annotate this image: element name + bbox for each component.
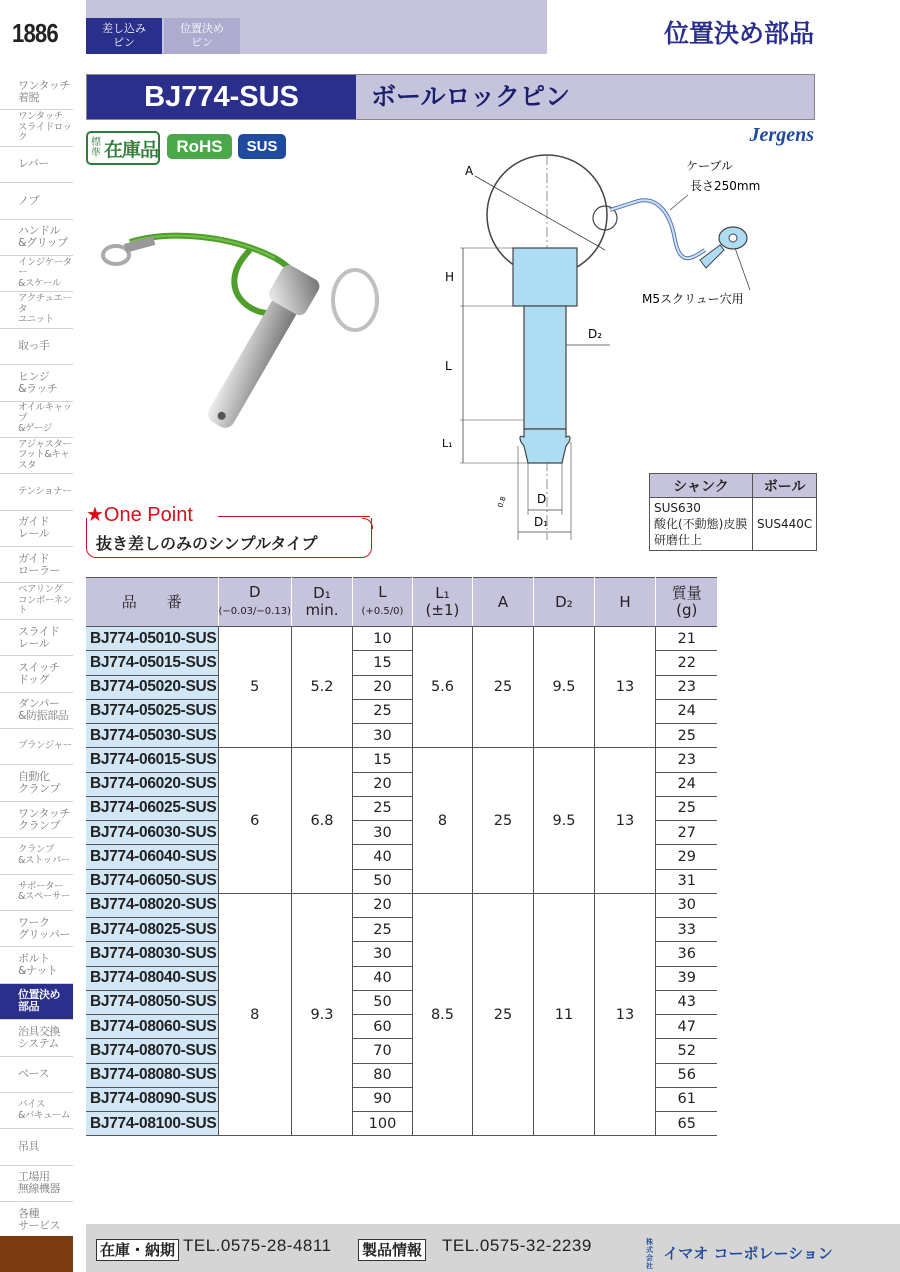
- sidebar-item-label: レール: [18, 636, 50, 650]
- part-number-cell: BJ774-05025-SUS: [86, 699, 218, 723]
- part-number-cell: BJ774-08100-SUS: [86, 1112, 218, 1136]
- sidebar-item-label: バイス: [18, 1099, 45, 1111]
- sidebar-item-label: システム: [18, 1036, 59, 1050]
- material-shank-line: 酸化(不動態)皮膜: [654, 517, 748, 531]
- col-mass-unit: (g): [676, 601, 698, 619]
- l-cell: 50: [352, 869, 412, 893]
- d2-cell: 11: [533, 893, 594, 1136]
- cable-label: ケーブル: [686, 159, 733, 173]
- sidebar-item[interactable]: [0, 183, 73, 219]
- h-cell: 13: [594, 893, 655, 1136]
- sidebar-item[interactable]: [0, 911, 73, 947]
- sidebar-item-label: オイルキャップ: [18, 402, 72, 424]
- sidebar-item-label: フット&キャスタ: [18, 449, 70, 471]
- sidebar-item-label: レバー: [18, 157, 49, 171]
- sidebar-item[interactable]: [0, 256, 73, 292]
- part-number-cell: BJ774-06030-SUS: [86, 821, 218, 845]
- tab-locating-pin[interactable]: [164, 18, 240, 54]
- product-name: ボールロックピン: [371, 82, 571, 111]
- d1-cell: 6.8: [291, 748, 352, 894]
- dim-h-label: H: [445, 270, 455, 284]
- col-l1-label: L₁: [435, 584, 450, 602]
- mass-cell: 47: [655, 1015, 717, 1039]
- sidebar-item-label: ワンタッチ: [18, 806, 71, 820]
- spec-table-header: [86, 578, 717, 627]
- category-title: 位置決め部品: [663, 19, 814, 48]
- mass-cell: 30: [655, 893, 717, 917]
- sidebar-item[interactable]: [0, 838, 73, 874]
- col-part-number: 品 番: [86, 578, 218, 627]
- l-cell: 25: [352, 796, 412, 820]
- mass-cell: 29: [655, 845, 717, 869]
- l-cell: 30: [352, 724, 412, 748]
- sidebar-item-label: 自動化: [18, 770, 50, 784]
- col-d2: D₂: [533, 578, 594, 627]
- sidebar-item[interactable]: [0, 620, 73, 656]
- d-cell: 6: [218, 748, 291, 894]
- sidebar-item-label: &ストッパー: [18, 854, 70, 866]
- sidebar-item[interactable]: [0, 765, 73, 801]
- mass-cell: 27: [655, 821, 717, 845]
- sidebar-item-label: 治具交換: [18, 1024, 60, 1038]
- part-number-cell: BJ774-08090-SUS: [86, 1087, 218, 1111]
- table-row: [86, 893, 717, 917]
- sidebar-item[interactable]: [0, 220, 73, 256]
- sidebar-item[interactable]: [0, 693, 73, 729]
- l-cell: 30: [352, 821, 412, 845]
- sidebar-item[interactable]: [0, 402, 73, 438]
- l-cell: 60: [352, 1015, 412, 1039]
- l-cell: 25: [352, 699, 412, 723]
- material-header-shank: シャンク: [650, 474, 753, 498]
- d2-cell: 9.5: [533, 627, 594, 748]
- l1-cell: 5.6: [412, 627, 472, 748]
- sidebar-item-label: ドッグ: [18, 672, 50, 686]
- sus-badge: SUS: [238, 134, 286, 159]
- sidebar-item[interactable]: [0, 474, 73, 510]
- sidebar-item[interactable]: [0, 656, 73, 692]
- one-point-text: 抜き差しのみのシンプルタイプ: [96, 534, 318, 553]
- sidebar-item-label: &ラッチ: [18, 381, 58, 395]
- sidebar-item-label: ユニット: [18, 314, 54, 326]
- l-cell: 100: [352, 1112, 412, 1136]
- mass-cell: 52: [655, 1039, 717, 1063]
- l-cell: 70: [352, 1039, 412, 1063]
- l-cell: 30: [352, 942, 412, 966]
- part-number-cell: BJ774-05010-SUS: [86, 627, 218, 651]
- part-number-cell: BJ774-08025-SUS: [86, 918, 218, 942]
- part-number-cell: BJ774-08060-SUS: [86, 1015, 218, 1039]
- sidebar-item-label: ガイド: [18, 551, 50, 565]
- contact-footer: [86, 1224, 900, 1272]
- sidebar-item-label: クランプ: [18, 818, 60, 832]
- part-number-cell: BJ774-06025-SUS: [86, 796, 218, 820]
- sidebar-item-label: 吊具: [18, 1140, 39, 1154]
- mass-cell: 23: [655, 748, 717, 772]
- stock-delivery-label: 在庫・納期: [96, 1239, 179, 1261]
- sidebar-item-label: クランプ: [18, 782, 60, 796]
- part-number-cell: BJ774-08080-SUS: [86, 1063, 218, 1087]
- l-cell: 90: [352, 1087, 412, 1111]
- mass-cell: 43: [655, 990, 717, 1014]
- sidebar-footer-block: [0, 1236, 73, 1272]
- mass-cell: 31: [655, 869, 717, 893]
- material-header-ball: ボール: [753, 474, 817, 498]
- sidebar-item-label: 各種: [18, 1206, 39, 1220]
- sidebar-item[interactable]: [0, 74, 73, 110]
- sidebar-item-label: ワーク: [18, 915, 50, 929]
- d1-cell: 9.3: [291, 893, 352, 1136]
- sidebar-item[interactable]: [0, 438, 73, 474]
- sidebar-item[interactable]: [0, 511, 73, 547]
- material-shank: [650, 498, 753, 551]
- sidebar-item-label: 工場用: [18, 1170, 50, 1184]
- mass-cell: 65: [655, 1112, 717, 1136]
- part-number-cell: BJ774-06015-SUS: [86, 748, 218, 772]
- part-number-cell: BJ774-08070-SUS: [86, 1039, 218, 1063]
- col-a: A: [472, 578, 533, 627]
- l-cell: 15: [352, 651, 412, 675]
- sidebar-item[interactable]: [0, 329, 73, 365]
- table-row: [86, 748, 717, 772]
- l-cell: 25: [352, 918, 412, 942]
- sidebar-item-label: アジャスター: [18, 438, 72, 450]
- a-cell: 25: [472, 748, 533, 894]
- sidebar-item[interactable]: [0, 1093, 73, 1129]
- sidebar-item-label: &バキューム: [18, 1109, 70, 1121]
- l-cell: 15: [352, 748, 412, 772]
- d-cell: 8: [218, 893, 291, 1136]
- spec-table-body: [86, 627, 717, 1136]
- mass-cell: 21: [655, 627, 717, 651]
- l-cell: 20: [352, 772, 412, 796]
- dim-d2-label: D₂: [588, 327, 603, 341]
- a-cell: 25: [472, 893, 533, 1136]
- sidebar-item-label: ワンタッチ: [18, 78, 71, 92]
- sidebar-item-label: ワンタッチ: [18, 111, 63, 123]
- product-info-tel[interactable]: TEL.0575-32-2239: [442, 1236, 592, 1255]
- tab-locating-pin-line2: ピン: [191, 36, 213, 49]
- tab-insert-pin-line1: 差し込み: [102, 22, 146, 35]
- l1-cell: 8.5: [412, 893, 472, 1136]
- rohs-badge: RoHS: [167, 134, 232, 159]
- sidebar-item[interactable]: [0, 292, 73, 328]
- col-l-label: L: [378, 583, 387, 601]
- l-cell: 40: [352, 966, 412, 990]
- material-table: [649, 473, 817, 551]
- col-d1-sub: min.: [305, 601, 339, 619]
- l-cell: 80: [352, 1063, 412, 1087]
- part-number-cell: BJ774-05020-SUS: [86, 675, 218, 699]
- mass-cell: 25: [655, 724, 717, 748]
- sidebar-item[interactable]: [0, 147, 73, 183]
- col-d-tolerance: (−0.03/−0.13): [218, 606, 291, 617]
- h-cell: 13: [594, 748, 655, 894]
- sidebar-item-label: クランプ: [18, 844, 55, 856]
- col-l1-tolerance: (±1): [425, 601, 460, 619]
- sidebar-item[interactable]: [0, 365, 73, 401]
- col-mass-label: 質量: [671, 584, 702, 602]
- sidebar-item[interactable]: [0, 1202, 73, 1238]
- one-point-title: ★One Point: [86, 504, 193, 526]
- sidebar-item-label: &防振部品: [18, 709, 69, 723]
- part-number-cell: BJ774-05030-SUS: [86, 724, 218, 748]
- col-mass: [655, 578, 717, 627]
- l1-cell: 8: [412, 748, 472, 894]
- sidebar-item-label: ダンパー: [18, 697, 60, 711]
- sidebar-item-label: 取っ手: [18, 339, 50, 353]
- spec-table: [86, 577, 717, 1136]
- mass-cell: 56: [655, 1063, 717, 1087]
- dim-a-label: A: [465, 164, 474, 178]
- sidebar-item-label: &ゲージ: [18, 423, 52, 435]
- sidebar-item-label: &ナット: [18, 964, 58, 978]
- one-point-rule: [218, 516, 370, 517]
- sidebar-item[interactable]: [0, 583, 73, 619]
- page-number: 1886: [12, 18, 58, 48]
- sidebar-item-label: サポーター: [18, 880, 64, 892]
- a-cell: 25: [472, 627, 533, 748]
- category-sidebar: [0, 74, 73, 1239]
- stock-badge: [86, 131, 160, 165]
- product-code: BJ774-SUS: [87, 75, 356, 119]
- col-d1-label: D₁: [313, 584, 331, 602]
- d2-cell: 9.5: [533, 748, 594, 894]
- l-cell: 20: [352, 893, 412, 917]
- col-h: H: [594, 578, 655, 627]
- col-l: [352, 578, 412, 627]
- sidebar-item-label: スライド: [18, 624, 60, 638]
- sidebar-item-label: ローラー: [18, 563, 60, 577]
- sidebar-item-label: グリッパー: [18, 927, 71, 941]
- tab-insert-pin-line2: ピン: [113, 36, 135, 49]
- dim-l-label: L: [445, 359, 452, 373]
- l-cell: 10: [352, 627, 412, 651]
- part-number-cell: BJ774-05015-SUS: [86, 651, 218, 675]
- sidebar-item-label: ハンドル: [18, 224, 60, 238]
- l-cell: 40: [352, 845, 412, 869]
- tab-insert-pin[interactable]: [86, 18, 162, 54]
- sidebar-item-label: ノブ: [18, 193, 39, 207]
- sidebar-item-label: 着脱: [18, 90, 39, 104]
- product-info-label: 製品情報: [358, 1239, 426, 1261]
- sidebar-item[interactable]: [0, 547, 73, 583]
- part-number-cell: BJ774-08050-SUS: [86, 990, 218, 1014]
- sidebar-item-label: プランジャー: [18, 740, 72, 752]
- brand-logo: Jergens: [749, 124, 814, 146]
- tab-locating-pin-line1: 位置決め: [180, 22, 224, 35]
- sidebar-item[interactable]: [0, 729, 73, 765]
- stock-delivery-tel[interactable]: TEL.0575-28-4811: [183, 1236, 332, 1255]
- mass-cell: 24: [655, 699, 717, 723]
- h-cell: 13: [594, 627, 655, 748]
- d-cell: 5: [218, 627, 291, 748]
- dim-d-label: D: [537, 492, 547, 506]
- cable-length-label: 長さ250mm: [690, 179, 761, 193]
- sidebar-item-label: 部品: [18, 1000, 39, 1014]
- stock-badge-small: 標準: [91, 137, 101, 159]
- sidebar-item-label: &スペーサー: [18, 891, 70, 903]
- mass-cell: 39: [655, 966, 717, 990]
- material-shank-line: 研磨仕上: [654, 533, 703, 547]
- screw-hole-label: M5スクリュー穴用: [642, 292, 744, 306]
- part-number-cell: BJ774-06020-SUS: [86, 772, 218, 796]
- part-number-cell: BJ774-06050-SUS: [86, 869, 218, 893]
- col-l-tolerance: (+0.5/0): [361, 606, 404, 617]
- sidebar-item-label: アクチュエータ: [18, 293, 72, 315]
- sidebar-item-label: スイッチ: [18, 660, 60, 674]
- sidebar-item-label: 位置決め: [18, 988, 60, 1002]
- mass-cell: 23: [655, 675, 717, 699]
- roughness-label: 0.8: [496, 495, 508, 509]
- material-ball: SUS440C: [753, 498, 817, 551]
- sidebar-item[interactable]: [0, 110, 73, 146]
- sidebar-item-label: サービス: [18, 1218, 60, 1232]
- sidebar-item-label: ボルト: [18, 952, 50, 966]
- product-title-bar: [86, 74, 815, 120]
- sidebar-item[interactable]: [0, 947, 73, 983]
- sidebar-item-label: コンポーネント: [18, 594, 72, 617]
- sidebar-item[interactable]: [0, 875, 73, 911]
- company-name: イマオ コーポレーション: [663, 1244, 833, 1263]
- mass-cell: 24: [655, 772, 717, 796]
- stock-badge-label: 在庫品: [104, 138, 159, 161]
- mass-cell: 36: [655, 942, 717, 966]
- sidebar-item-label: &グリップ: [18, 236, 68, 250]
- sidebar-item[interactable]: [0, 1057, 73, 1093]
- sidebar-item-label: ヒンジ: [18, 369, 50, 383]
- table-row: [86, 627, 717, 651]
- sidebar-item-label: テンショナー: [18, 485, 72, 497]
- dim-l1-label: L₁: [442, 437, 453, 450]
- col-d: [218, 578, 291, 627]
- material-shank-line: SUS630: [654, 501, 701, 515]
- col-d-label: D: [248, 583, 261, 601]
- sidebar-item-label: インジケーター: [18, 256, 72, 279]
- l-cell: 20: [352, 675, 412, 699]
- sidebar-item[interactable]: [0, 984, 73, 1020]
- sidebar-item-label: スライドロック: [18, 121, 72, 144]
- product-photo: [90, 210, 390, 460]
- sidebar-item-label: ベース: [18, 1067, 49, 1081]
- part-number-cell: BJ774-08030-SUS: [86, 942, 218, 966]
- sidebar-item-label: ベアリング: [18, 584, 63, 596]
- sidebar-item[interactable]: [0, 1020, 73, 1056]
- l-cell: 50: [352, 990, 412, 1014]
- sidebar-item[interactable]: [0, 1129, 73, 1165]
- sidebar-item-label: ガイド: [18, 515, 50, 529]
- part-number-cell: BJ774-08020-SUS: [86, 893, 218, 917]
- mass-cell: 61: [655, 1087, 717, 1111]
- sidebar-item-label: レール: [18, 527, 50, 541]
- mass-cell: 22: [655, 651, 717, 675]
- d1-cell: 5.2: [291, 627, 352, 748]
- part-number-cell: BJ774-08040-SUS: [86, 966, 218, 990]
- company-prefix: 株式会社: [646, 1238, 653, 1270]
- part-number-cell: BJ774-06040-SUS: [86, 845, 218, 869]
- sidebar-item-label: &スケール: [18, 277, 61, 289]
- company-logo: [646, 1238, 833, 1270]
- sidebar-item[interactable]: [0, 802, 73, 838]
- mass-cell: 25: [655, 796, 717, 820]
- sidebar-item-label: 無線機器: [18, 1182, 60, 1196]
- col-l1: [412, 578, 472, 627]
- col-d1: [291, 578, 352, 627]
- mass-cell: 33: [655, 918, 717, 942]
- dim-d1-label: D₁: [534, 515, 549, 529]
- sidebar-item[interactable]: [0, 1166, 73, 1202]
